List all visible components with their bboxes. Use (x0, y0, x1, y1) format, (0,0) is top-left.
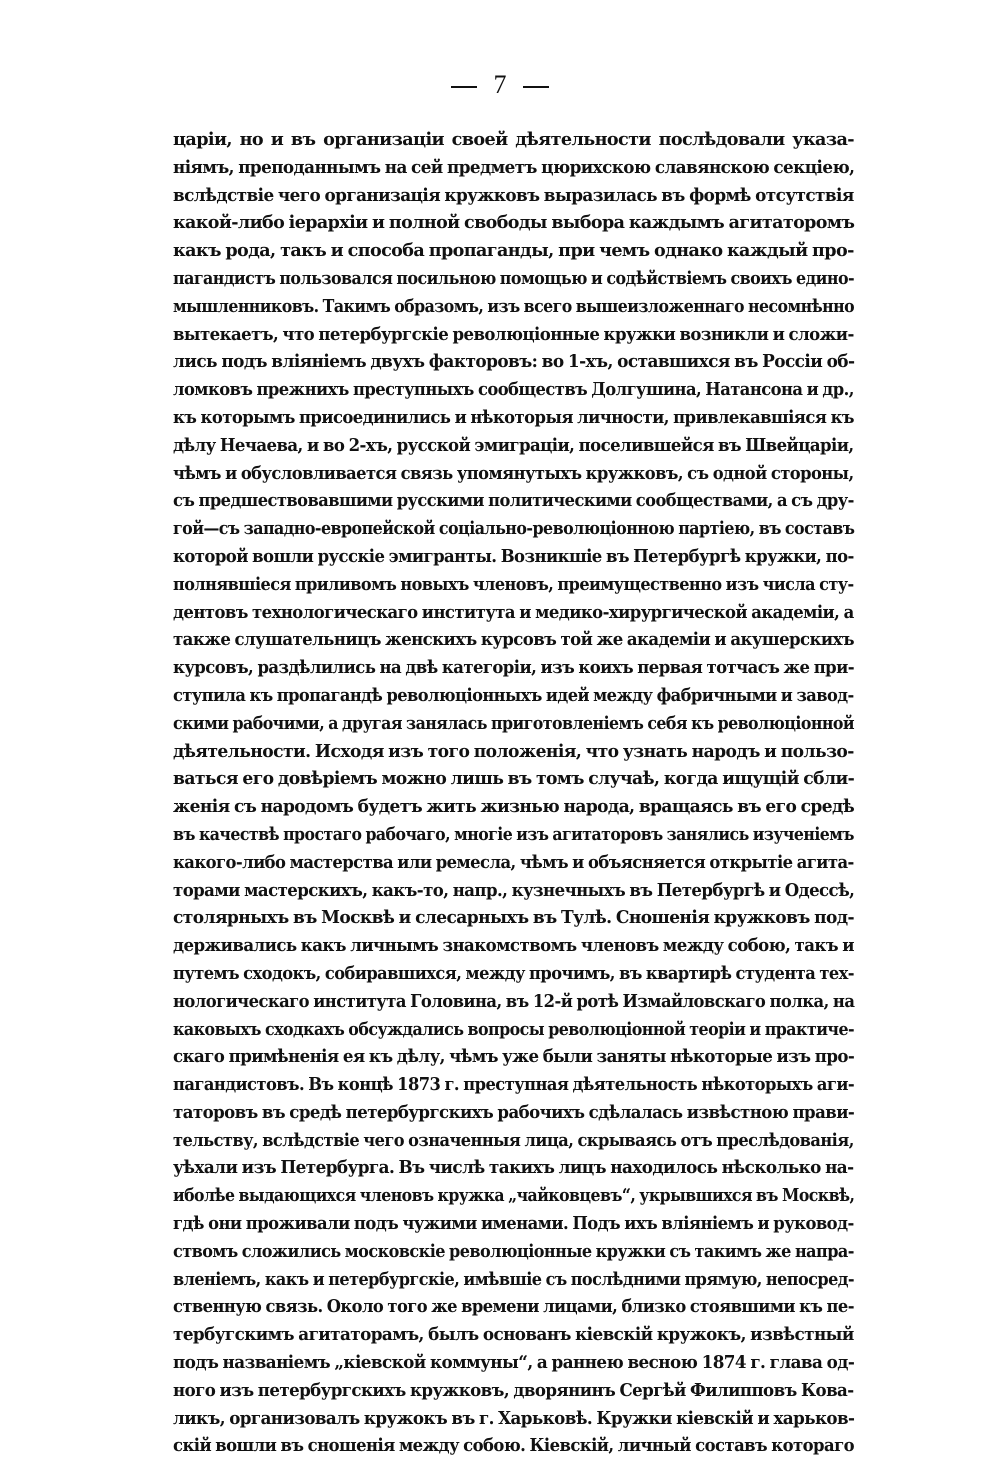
text-line: дентовъ технологическаго института и медико-хирургической академіи, а (173, 601, 854, 623)
text-line: торами мастерскихъ, какъ-то, напр., кузнечныхъ въ Петербургѣ и Одессѣ, (173, 879, 855, 901)
text-line: скаго примѣненія ея къ дѣлу, чѣмъ уже были заняты нѣкоторые изъ про- (173, 1046, 855, 1068)
text-line: какой-либо іерархіи и полной свободы выбора каждымъ агитаторомъ (173, 212, 855, 234)
text-line: ного изъ петербургскихъ кружковъ, дворянинъ Сергѣй Филипповъ Кова- (173, 1379, 854, 1401)
text-line: дѣлу Нечаева, и во 2-хъ, русской эмиграціи, поселившейся въ Швейцаріи, (173, 434, 854, 456)
text-line: вытекаетъ, что петербургскіе революціонные кружки возникли и сложи- (173, 323, 854, 345)
text-line: ваться его довѣріемъ можно лишь въ томъ случаѣ, когда ищущій сбли- (173, 768, 855, 790)
text-line: пагандистъ пользовался посильною помощью и содѣйствіемъ своихъ едино- (173, 267, 855, 289)
text-line: ломковъ прежнихъ преступныхъ сообществъ Долгушина, Натансона и др., (173, 379, 854, 401)
text-line: курсовъ, раздѣлились на двѣ категоріи, изъ коихъ первая тотчасъ же при- (173, 657, 855, 679)
text-line: въ качествѣ простаго рабочаго, многіе изъ агитаторовъ занялись изученіемъ (173, 823, 854, 845)
text-line: которой вошли русскіе эмигранты. Возникшіе въ Петербургѣ кружки, по- (173, 545, 854, 567)
text-line: полнявшіеся приливомъ новыхъ членовъ, преимущественно изъ числа сту- (173, 573, 854, 595)
text-line: вслѣдствіе чего организація кружковъ выразилась въ формѣ отсутствія (173, 184, 854, 206)
text-line: путемъ сходокъ, собиравшихся, между прочимъ, въ квартирѣ студента тех- (173, 962, 854, 984)
text-line: ственную связь. Около того же времени лицами, близко стоявшими къ пе- (173, 1296, 854, 1318)
text-line: нологическаго института Головина, въ 12-й ротѣ Измайловскаго полка, на (173, 990, 855, 1012)
page-number: 7 (493, 70, 507, 99)
page-number-header (0, 70, 1000, 100)
text-line: пагандистовъ. Въ концѣ 1873 г. преступная дѣятельность нѣкоторыхъ аги- (173, 1074, 855, 1096)
text-line: также слушательницъ женскихъ курсовъ той же академіи и акушерскихъ (173, 629, 855, 651)
text-line: ствомъ сложились московскіе революціонные кружки съ такимъ же напра- (173, 1240, 854, 1262)
text-line: лись подъ вліяніемъ двухъ факторовъ: во 1-хъ, оставшихся въ Россіи об- (173, 351, 855, 373)
text-line: тербугскимъ агитаторамъ, былъ основанъ кіевскій кружокъ, извѣстный (173, 1324, 854, 1346)
text-line: царіи, но и въ организаціи своей дѣятельности послѣдовали указа- (173, 129, 854, 150)
text-line: къ которымъ присоединились и нѣкоторыя личности, привлекавшіяся къ (173, 406, 854, 428)
text-line: тельству, вслѣдствіе чего означенныя лица, скрываясь отъ преслѣдованія, (173, 1129, 854, 1151)
text-line: чѣмъ и обусловливается связь упомянутыхъ кружковъ, съ одной стороны, (173, 462, 854, 484)
text-line: ніямъ, преподаннымъ на сей предметъ цюрихскою славянскою секціею, (173, 156, 855, 178)
text-line: скими рабочими, а другая занялась приготовленіемъ себя къ революціонной (173, 712, 855, 734)
text-line: иболѣе выдающихся членовъ кружка „чайковцевъ“, укрывшихся въ Москвѣ, (173, 1185, 855, 1207)
text-line: ликъ, организовалъ кружокъ въ г. Харьковѣ. Кружки кіевскій и харьков- (173, 1407, 855, 1429)
text-line: мышленниковъ. Такимъ образомъ, изъ всего вышеизложеннаго несомнѣнно (173, 295, 855, 317)
text-line: какого-либо мастерства или ремесла, чѣмъ и объясняется открытіе агита- (173, 851, 854, 873)
text-line: таторовъ въ средѣ петербургскихъ рабочихъ сдѣлалась извѣстною прави- (173, 1101, 855, 1123)
text-line: столярныхъ въ Москвѣ и слесарныхъ въ Тулѣ. Сношенія кружковъ под- (173, 907, 854, 929)
text-line: уѣхали изъ Петербурга. Въ числѣ такихъ лицъ находилось нѣсколько на- (173, 1157, 854, 1179)
text-line: ступила къ пропагандѣ революціонныхъ идей между фабричными и завод- (173, 684, 854, 706)
text-line: дѣятельности. Исходя изъ того положенія, что узнать народъ и пользо- (173, 740, 854, 762)
text-line: гдѣ они проживали подъ чужими именами. Подъ ихъ вліяніемъ и руковод- (173, 1213, 854, 1235)
text-line: гой—съ западно-европейской соціально-революціонною партіею, въ составъ (173, 518, 855, 540)
text-line: подъ названіемъ „кіевской коммуны“, а раннею весною 1874 г. глава од- (173, 1352, 855, 1374)
text-line: съ предшествовавшими русскими политическими сообществами, а съ дру- (173, 490, 854, 512)
text-line: женія съ народомъ будетъ жить жизнью народа, вращаясь въ его средѣ (173, 796, 855, 818)
text-line: скій вошли въ сношенія между собою. Кіевскій, личный составъ котораго (173, 1435, 854, 1457)
text-line: какъ рода, такъ и способа пропаганды, при чемъ однако каждый про- (173, 240, 854, 262)
page-number-dash-left (451, 86, 477, 88)
page-number-dash-right (523, 86, 549, 88)
text-line: каковыхъ сходкахъ обсуждались вопросы революціонной теоріи и практиче- (173, 1018, 855, 1040)
body-text (173, 126, 854, 1460)
text-line: вленіемъ, какъ и петербургскіе, имѣвшіе съ послѣдними прямую, непосред- (173, 1268, 855, 1290)
text-line: держивались какъ личнымъ знакомствомъ членовъ между собою, такъ и (173, 935, 854, 957)
